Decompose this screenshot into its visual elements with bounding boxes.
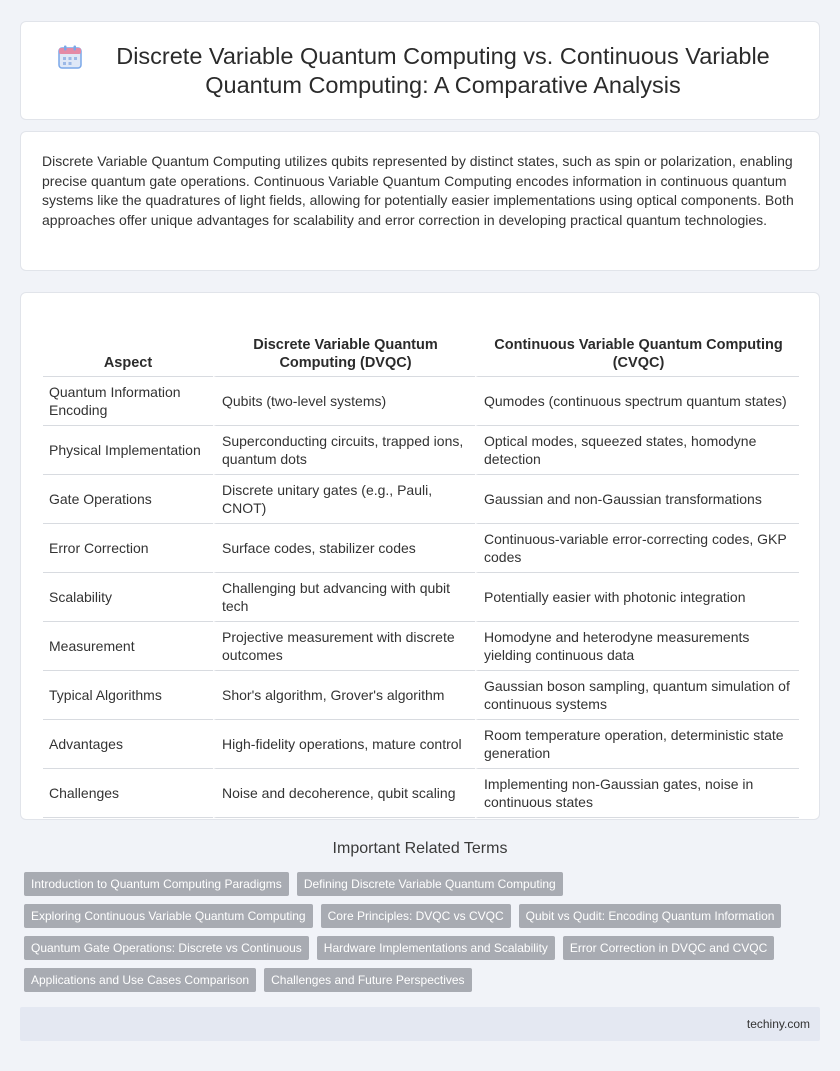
cell-aspect: Quantum Information Encoding: [43, 377, 213, 426]
related-term-tag[interactable]: Hardware Implementations and Scalability: [317, 936, 555, 960]
cell-dvqc: High-fidelity operations, mature control: [213, 720, 475, 769]
table-row: [43, 524, 799, 573]
cell-dvqc: Projective measurement with discrete outcomes: [213, 622, 475, 671]
related-term-tag[interactable]: Applications and Use Cases Comparison: [24, 968, 256, 992]
cell-cvqc: Gaussian boson sampling, quantum simulation of continuous systems: [475, 671, 799, 720]
header-dvqc: Discrete Variable Quantum Computing (DVQC): [213, 313, 475, 377]
table-row: [43, 769, 799, 818]
comparison-table: [43, 313, 799, 818]
cell-cvqc: Continuous-variable error-correcting codes, GKP codes: [475, 524, 799, 573]
table-row: [43, 475, 799, 524]
intro-card: [20, 131, 820, 271]
cell-aspect: Physical Implementation: [43, 426, 213, 475]
cell-aspect: Advantages: [43, 720, 213, 769]
footer-site-link[interactable]: techiny.com: [746, 1017, 810, 1031]
table-row: [43, 622, 799, 671]
related-term-tag[interactable]: Core Principles: DVQC vs CVQC: [321, 904, 511, 928]
cell-aspect: Gate Operations: [43, 475, 213, 524]
page-title: Discrete Variable Quantum Computing vs. Continuous Variable Quantum Computing: A Comparative Analysis: [116, 42, 770, 98]
cell-aspect: Measurement: [43, 622, 213, 671]
related-term-tag[interactable]: Quantum Gate Operations: Discrete vs Continuous: [24, 936, 309, 960]
cell-aspect: Challenges: [43, 769, 213, 818]
tag-row: [24, 872, 804, 896]
cell-dvqc: Noise and decoherence, qubit scaling: [213, 769, 475, 818]
header-card: [20, 21, 820, 120]
related-term-tag[interactable]: Challenges and Future Perspectives: [264, 968, 471, 992]
cell-cvqc: Room temperature operation, deterministic state generation: [475, 720, 799, 769]
table-row: [43, 671, 799, 720]
cell-cvqc: Homodyne and heterodyne measurements yielding continuous data: [475, 622, 799, 671]
cell-cvqc: Potentially easier with photonic integration: [475, 573, 799, 622]
cell-dvqc: Qubits (two-level systems): [213, 377, 475, 426]
intro-text: Discrete Variable Quantum Computing utilizes qubits represented by distinct states, such as spin or polarization, enabling precise quantum gate operations. Continuous Variable Quantum Computing encodes information in continuous quantum systems like the quadratures of light fields, allowing for potentially easier implementations using optical components. Both approaches offer unique advantages for scalability and error correction in developing practical quantum technologies.: [42, 153, 794, 228]
related-term-tag[interactable]: Exploring Continuous Variable Quantum Computing: [24, 904, 313, 928]
header-aspect: Aspect: [43, 313, 213, 377]
cell-aspect: Typical Algorithms: [43, 671, 213, 720]
tag-row: [24, 904, 804, 928]
footer: [20, 1007, 820, 1041]
calendar-icon: [57, 44, 83, 70]
cell-cvqc: Qumodes (continuous spectrum quantum states): [475, 377, 799, 426]
header-cvqc: Continuous Variable Quantum Computing (CVQC): [475, 313, 799, 377]
cell-dvqc: Discrete unitary gates (e.g., Pauli, CNOT): [213, 475, 475, 524]
comparison-table-card: [20, 292, 820, 820]
related-terms-tags: [24, 872, 804, 1000]
related-term-tag[interactable]: Error Correction in DVQC and CVQC: [563, 936, 774, 960]
cell-dvqc: Superconducting circuits, trapped ions, quantum dots: [213, 426, 475, 475]
cell-dvqc: Shor's algorithm, Grover's algorithm: [213, 671, 475, 720]
cell-cvqc: Optical modes, squeezed states, homodyne detection: [475, 426, 799, 475]
tag-row: [24, 936, 804, 960]
related-terms-heading: Important Related Terms: [332, 840, 508, 857]
related-term-tag[interactable]: Defining Discrete Variable Quantum Computing: [297, 872, 563, 896]
cell-cvqc: Gaussian and non-Gaussian transformations: [475, 475, 799, 524]
table-row: [43, 426, 799, 475]
related-term-tag[interactable]: Qubit vs Qudit: Encoding Quantum Information: [519, 904, 782, 928]
cell-cvqc: Implementing non-Gaussian gates, noise in continuous states: [475, 769, 799, 818]
title-wrap: [57, 42, 783, 100]
cell-dvqc: Challenging but advancing with qubit tech: [213, 573, 475, 622]
cell-aspect: Scalability: [43, 573, 213, 622]
table-row: [43, 573, 799, 622]
table-row: [43, 720, 799, 769]
cell-aspect: Error Correction: [43, 524, 213, 573]
tag-row: [24, 968, 804, 992]
table-row: [43, 377, 799, 426]
cell-dvqc: Surface codes, stabilizer codes: [213, 524, 475, 573]
related-term-tag[interactable]: Introduction to Quantum Computing Paradigms: [24, 872, 289, 896]
table-header-row: [43, 313, 799, 377]
